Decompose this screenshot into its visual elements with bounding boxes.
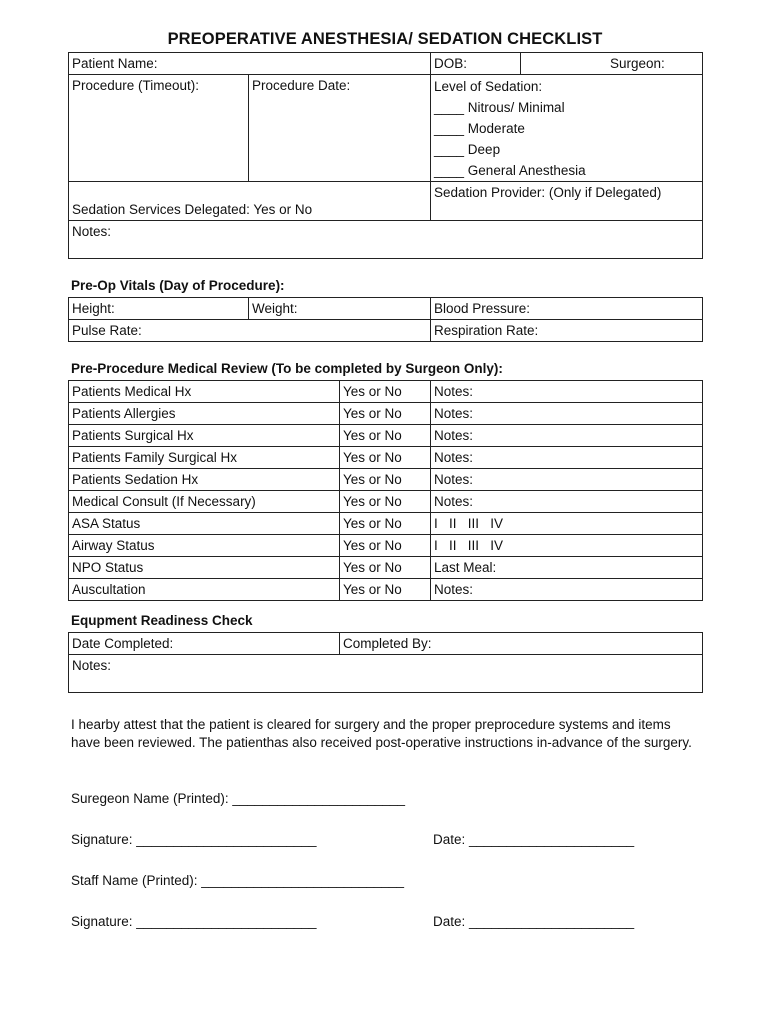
review-row xyxy=(69,447,703,469)
date-completed-field[interactable] xyxy=(69,633,340,655)
review-item: Medical Consult (If Necessary) xyxy=(69,491,340,513)
equipment-notes-field[interactable] xyxy=(69,655,703,693)
height-field[interactable] xyxy=(69,298,249,320)
sedation-option-minimal[interactable]: ____ Nitrous/ Minimal xyxy=(434,100,565,115)
review-yes-no[interactable]: Yes or No xyxy=(340,425,431,447)
review-item: Patients Allergies xyxy=(69,403,340,425)
completed-by-field[interactable] xyxy=(340,633,703,655)
review-yes-no[interactable]: Yes or No xyxy=(340,447,431,469)
review-row xyxy=(69,381,703,403)
completed-by-label: Completed By: xyxy=(343,636,432,651)
patient-name-field[interactable] xyxy=(69,53,431,75)
surgeon-field[interactable] xyxy=(521,53,703,75)
respiration-rate-label: Respiration Rate: xyxy=(434,323,539,338)
vitals-table xyxy=(68,297,703,342)
equipment-notes-label: Notes: xyxy=(72,658,112,673)
review-item: ASA Status xyxy=(69,513,340,535)
review-notes[interactable]: Notes: xyxy=(431,469,703,491)
review-notes[interactable]: Notes: xyxy=(431,381,703,403)
review-notes[interactable]: Notes: xyxy=(431,425,703,447)
equipment-heading: Equpment Readiness Check xyxy=(71,613,253,628)
surgeon-date-line[interactable]: Date: ______________________ xyxy=(433,832,635,847)
review-item: NPO Status xyxy=(69,557,340,579)
procedure-timeout-label: Procedure (Timeout): xyxy=(72,78,200,93)
sedation-option-general[interactable]: ____ General Anesthesia xyxy=(434,163,586,178)
review-row xyxy=(69,513,703,535)
review-item: Patients Medical Hx xyxy=(69,381,340,403)
vitals-heading: Pre-Op Vitals (Day of Procedure): xyxy=(71,278,285,293)
review-yes-no[interactable]: Yes or No xyxy=(340,513,431,535)
review-notes[interactable]: I II III IV xyxy=(431,513,703,535)
form-title: PREOPERATIVE ANESTHESIA/ SEDATION CHECKLIST xyxy=(167,30,603,48)
review-row xyxy=(69,403,703,425)
review-notes[interactable]: Last Meal: xyxy=(431,557,703,579)
sedation-option-deep[interactable]: ____ Deep xyxy=(434,142,501,157)
height-label: Height: xyxy=(72,301,115,316)
review-yes-no[interactable]: Yes or No xyxy=(340,579,431,601)
review-notes[interactable]: I II III IV xyxy=(431,535,703,557)
level-of-sedation-label: Level of Sedation: xyxy=(434,79,543,94)
review-row xyxy=(69,469,703,491)
review-yes-no[interactable]: Yes or No xyxy=(340,403,431,425)
dob-field[interactable] xyxy=(431,53,521,75)
surgeon-label: Surgeon: xyxy=(610,56,665,71)
review-notes[interactable]: Notes: xyxy=(431,491,703,513)
review-row xyxy=(69,425,703,447)
review-row xyxy=(69,557,703,579)
review-item: Patients Surgical Hx xyxy=(69,425,340,447)
equipment-table xyxy=(68,632,703,693)
staff-signature-line[interactable]: Signature: ________________________ xyxy=(71,914,317,929)
blood-pressure-label: Blood Pressure: xyxy=(434,301,531,316)
weight-field[interactable] xyxy=(249,298,431,320)
review-row xyxy=(69,579,703,601)
review-yes-no[interactable]: Yes or No xyxy=(340,491,431,513)
review-row xyxy=(69,491,703,513)
procedure-date-label: Procedure Date: xyxy=(252,78,351,93)
date-completed-label: Date Completed: xyxy=(72,636,174,651)
surgeon-name-line[interactable]: Suregeon Name (Printed): _______________________ xyxy=(71,791,406,806)
review-item: Auscultation xyxy=(69,579,340,601)
sedation-option-moderate[interactable]: ____ Moderate xyxy=(434,121,525,136)
review-item: Patients Sedation Hx xyxy=(69,469,340,491)
sedation-delegated-field[interactable] xyxy=(69,182,431,221)
medical-review-table xyxy=(68,380,703,601)
procedure-timeout-field[interactable] xyxy=(69,75,249,182)
pulse-rate-label: Pulse Rate: xyxy=(72,323,142,338)
sedation-delegated-label: Sedation Services Delegated: Yes or No xyxy=(72,202,313,217)
patient-notes-label: Notes: xyxy=(72,224,112,239)
review-row xyxy=(69,535,703,557)
patient-name-label: Patient Name: xyxy=(72,56,158,71)
review-notes[interactable]: Notes: xyxy=(431,447,703,469)
level-of-sedation-field xyxy=(431,75,703,182)
respiration-rate-field[interactable] xyxy=(431,320,703,342)
pulse-rate-field[interactable] xyxy=(69,320,431,342)
surgeon-signature-line[interactable]: Signature: ________________________ xyxy=(71,832,317,847)
staff-date-line[interactable]: Date: ______________________ xyxy=(433,914,635,929)
sedation-provider-label: Sedation Provider: (Only if Delegated) xyxy=(434,185,662,200)
staff-name-line[interactable]: Staff Name (Printed): ___________________________ xyxy=(71,873,405,888)
review-notes[interactable]: Notes: xyxy=(431,579,703,601)
attestation-text: I hearby attest that the patient is cleared for surgery and the proper preprocedure systems and items have been reviewed. The patienthas also received post-operative instructions in-advance of the surgery. xyxy=(71,717,692,750)
dob-label: DOB: xyxy=(434,56,468,71)
blood-pressure-field[interactable] xyxy=(431,298,703,320)
review-yes-no[interactable]: Yes or No xyxy=(340,535,431,557)
review-yes-no[interactable]: Yes or No xyxy=(340,557,431,579)
patient-info-table xyxy=(68,52,703,259)
sedation-provider-field[interactable] xyxy=(431,182,703,221)
review-yes-no[interactable]: Yes or No xyxy=(340,469,431,491)
review-notes[interactable]: Notes: xyxy=(431,403,703,425)
review-yes-no[interactable]: Yes or No xyxy=(340,381,431,403)
medical-review-heading: Pre-Procedure Medical Review (To be completed by Surgeon Only): xyxy=(71,361,503,376)
review-item: Patients Family Surgical Hx xyxy=(69,447,340,469)
patient-notes-field[interactable] xyxy=(69,221,703,259)
review-item: Airway Status xyxy=(69,535,340,557)
procedure-date-field[interactable] xyxy=(249,75,431,182)
weight-label: Weight: xyxy=(252,301,298,316)
